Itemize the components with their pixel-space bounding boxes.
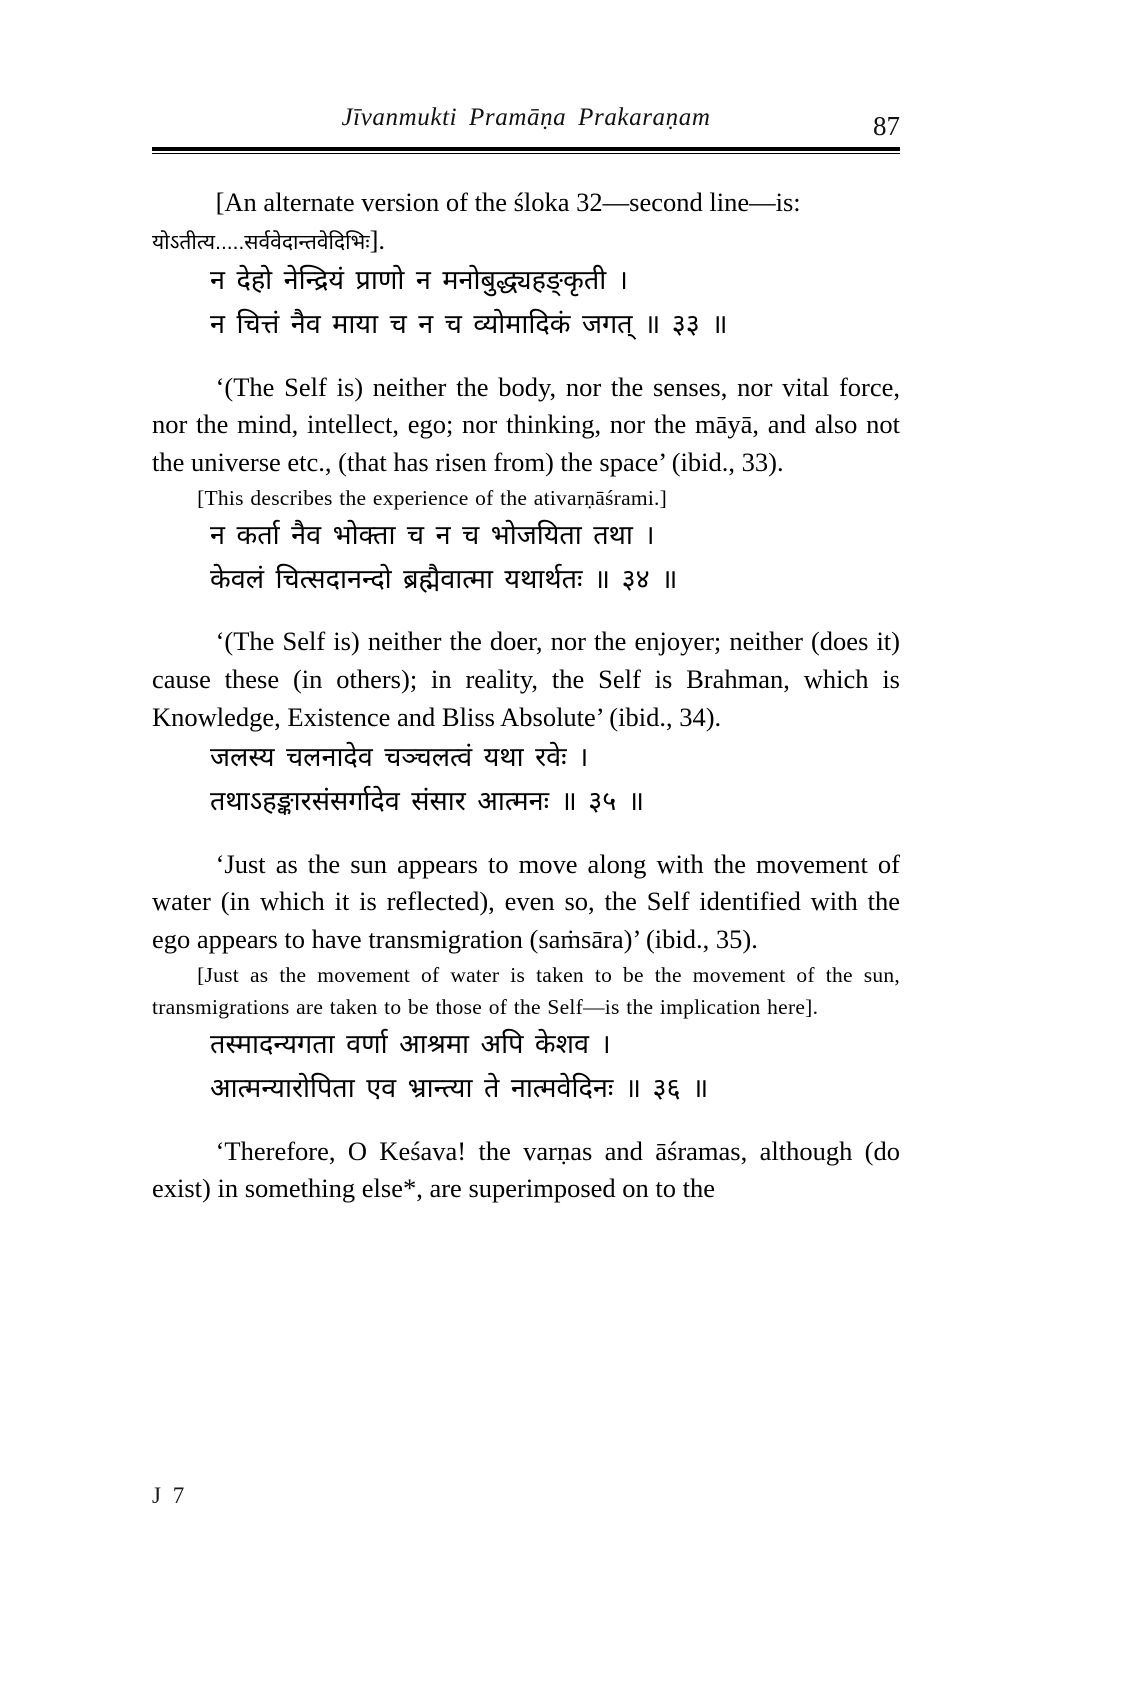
sloka-34-line-1: न कर्ता नैव भोक्ता च न च भोजयिता तथा ।	[210, 519, 655, 550]
sloka-34-line-2: केवलं चित्सदानन्दो ब्रह्मैवात्मा यथार्थतः ॥ ३४ ॥	[210, 563, 678, 594]
page-content	[152, 104, 900, 1208]
translation-sloka-36: ‘Therefore, O Keśava! the varṇas and āśramas, although (do exist) in something else*, are superimposed on to the	[152, 1135, 900, 1204]
note-alternate-version-devanagari: योऽतीत्य.....सर्ववेदान्तवेदिभिः	[152, 230, 370, 254]
note-alternate-version-line1: [An alternate version of the śloka 32—second line—is:	[215, 187, 801, 217]
header-rule	[152, 147, 900, 154]
note-ativarnasrami: [This describes the experience of the ativarṇāśrami.]	[197, 485, 668, 510]
note-alternate-version-tail: ].	[369, 224, 386, 255]
sloka-35-line-1: जलस्य चलनादेव चञ्चलत्वं यथा रवेः ।	[210, 742, 589, 773]
sloka-36	[152, 1023, 900, 1110]
sloka-33-line-2: न चित्तं नैव माया च न च व्योमादिकं जगत् ॥ ३३ ॥	[210, 308, 728, 339]
sloka-36-line-2: आत्मन्यारोपिता एव भ्रान्त्या ते नात्मवेदिनः ॥ ३६ ॥	[210, 1072, 709, 1103]
note-implication: [Just as the movement of water is taken to be the movement of the sun, transmigrations are taken to be those of the Self—is the implication here].	[152, 962, 900, 1019]
sloka-33-line-1: न देहो नेन्द्रियं प्राणो न मनोबुद्ध्यहङ्कृती ।	[210, 265, 628, 296]
sloka-34	[152, 514, 900, 601]
signature-mark: J 7	[152, 1483, 188, 1508]
translation-sloka-33: ‘(The Self is) neither the body, nor the senses, nor vital force, nor the mind, intellect, ego; nor thinking, nor the māyā, and also not the universe etc., (that has risen from) the space’ (ibid., 33).	[152, 371, 900, 477]
translation-sloka-34: ‘(The Self is) neither the doer, nor the enjoyer; neither (does it) cause these (in others); in reality, the Self is Brahman, which is Knowledge, Existence and Bliss Absolute’ (ibid., 34).	[152, 626, 900, 732]
page-header	[152, 104, 900, 142]
sloka-36-line-1: तस्मादन्यगता वर्णा आश्रमा अपि केशव ।	[210, 1029, 611, 1060]
sloka-33	[152, 259, 900, 346]
note-alternate-version	[152, 184, 900, 259]
page-number: 87	[873, 111, 900, 141]
running-head: Jīvanmukti Pramāṇa Prakaraṇam	[341, 104, 711, 131]
translation-sloka-35: ‘Just as the sun appears to move along with the movement of water (in which it is reflected), even so, the Self identified with the ego appears to have transmigration (saṁsāra)’ (ibid., 35).	[152, 848, 900, 954]
sloka-35	[152, 736, 900, 823]
sloka-35-line-2: तथाऽहङ्कारसंसर्गादेव संसार आत्मनः ॥ ३५ ॥	[210, 785, 644, 816]
